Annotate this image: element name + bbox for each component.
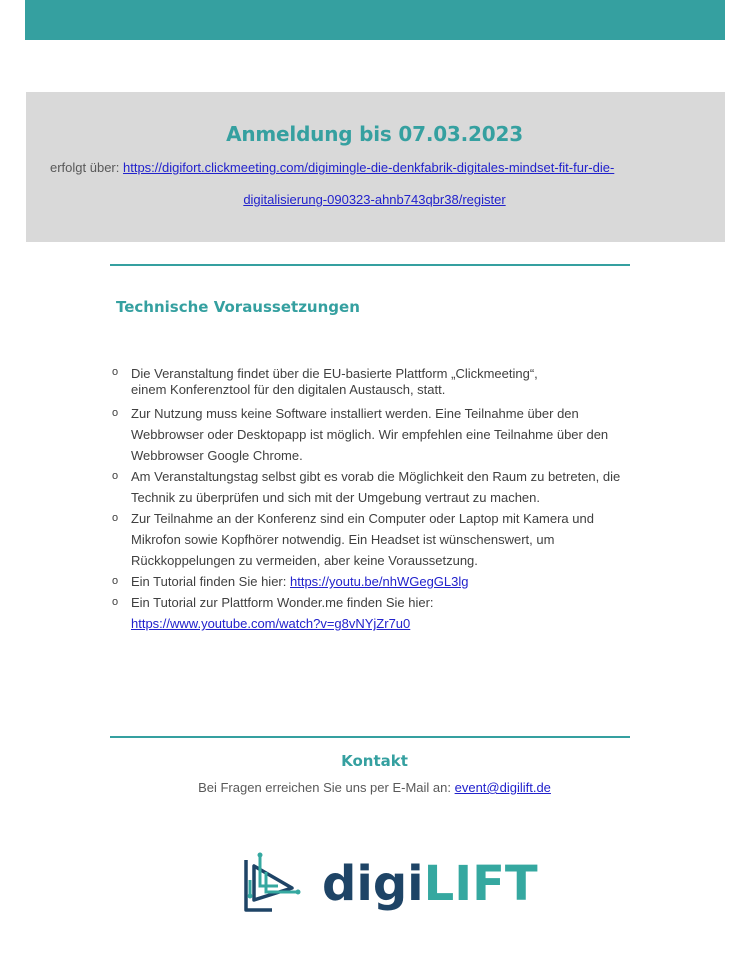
list-item <box>112 364 622 398</box>
logo-mark-icon <box>240 850 310 920</box>
contact-email-link[interactable]: event@digilift.de <box>454 780 551 795</box>
logo-text-lift: LIFT <box>423 856 538 912</box>
list-item <box>112 403 622 466</box>
list-item-text: Ein Tutorial zur Plattform Wonder.me finden Sie hier: <box>131 595 434 610</box>
list-item <box>112 592 622 634</box>
registration-link-part-1[interactable]: https://digifort.clickmeeting.com/digimingle-die-denkfabrik-digitales-mindset-fit-fur-die- <box>123 160 615 175</box>
list-item-text: Ein Tutorial finden Sie hier: <box>131 574 287 589</box>
digilift-logo <box>240 850 538 920</box>
bullet-icon: o <box>112 407 119 419</box>
header-bar <box>25 0 725 40</box>
list-item-text: Zur Nutzung muss keine Software installiert werden. Eine Teilnahme über den Webbrowser oder Desktopapp ist möglich. Wir empfehlen eine Teilnahme über den Webbrowser Google Chrome. <box>131 406 609 463</box>
contact-line <box>0 780 749 795</box>
list-item <box>112 466 622 508</box>
registration-prefix: erfolgt über: <box>50 160 120 175</box>
bullet-icon: o <box>112 596 119 608</box>
bullet-icon: o <box>112 512 119 524</box>
list-item-text: einem Konferenztool für den digitalen Austausch, statt. <box>131 382 446 397</box>
registration-line-2 <box>0 192 749 207</box>
bullet-icon: o <box>112 366 119 378</box>
contact-text: Bei Fragen erreichen Sie uns per E-Mail an: <box>198 780 451 795</box>
logo-text-digi: digi <box>322 856 424 912</box>
registration-link-part-2[interactable]: digitalisierung-090323-ahnb743qbr38/register <box>243 192 506 207</box>
requirements-title: Technische Voraussetzungen <box>116 298 360 316</box>
list-item <box>112 508 622 571</box>
list-item-text: Die Veranstaltung findet über die EU-basierte Plattform „Clickmeeting“, <box>131 366 538 381</box>
tutorial-link[interactable]: https://youtu.be/nhWGegGL3lg <box>290 574 469 589</box>
list-item <box>112 571 622 592</box>
wonderme-tutorial-link[interactable]: https://www.youtube.com/watch?v=g8vNYjZr7u0 <box>131 616 411 631</box>
divider-top <box>110 264 630 266</box>
bullet-icon: o <box>112 575 119 587</box>
list-item-text: Zur Teilnahme an der Konferenz sind ein Computer oder Laptop mit Kamera und Mikrofon sowie Kopfhörer notwendig. Ein Headset ist wünschenswert, um Rückkoppelungen zu vermeiden, aber keine Voraussetzung. <box>131 511 594 568</box>
list-item-text: Am Veranstaltungstag selbst gibt es vorab die Möglichkeit den Raum zu betreten, die Technik zu überprüfen und sich mit der Umgebung vertraut zu machen. <box>131 469 621 505</box>
bullet-icon: o <box>112 470 119 482</box>
logo-wordmark <box>322 856 538 912</box>
registration-title: Anmeldung bis 07.03.2023 <box>226 122 523 146</box>
requirements-list <box>112 364 622 634</box>
divider-bottom <box>110 736 630 738</box>
contact-title: Kontakt <box>341 752 408 770</box>
registration-line-1 <box>50 160 614 175</box>
